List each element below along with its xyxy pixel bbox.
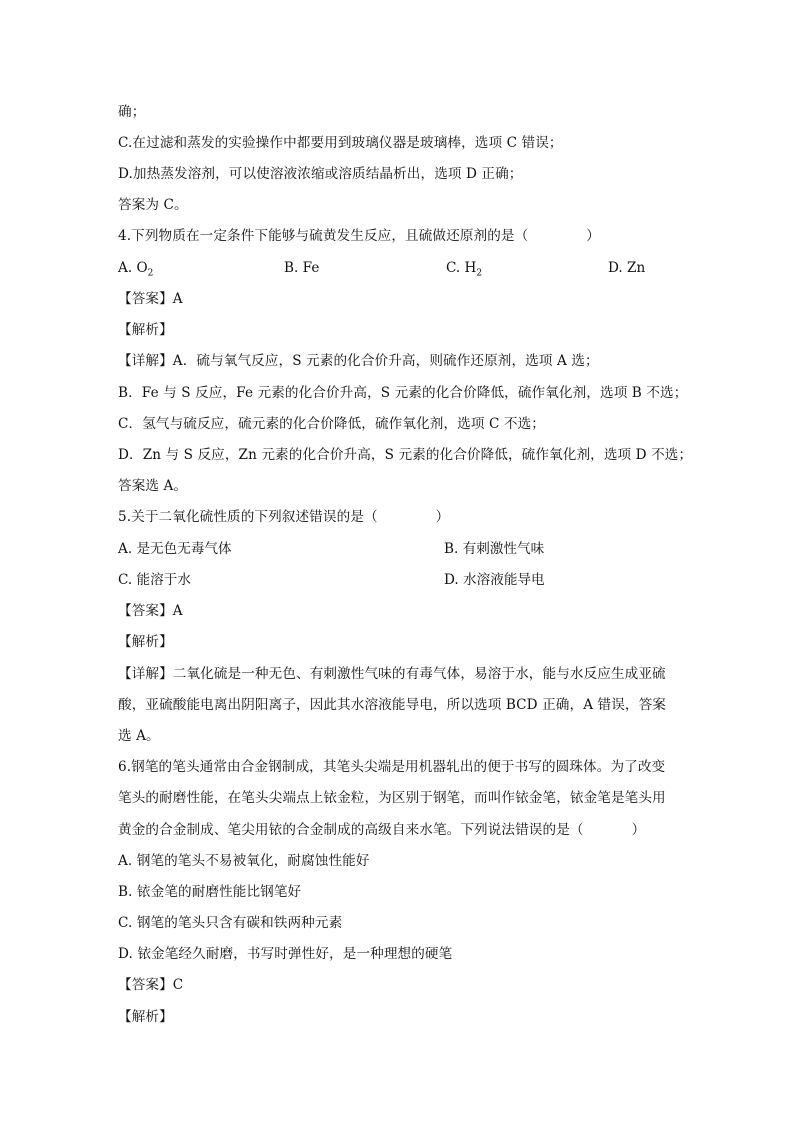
q5-detail-line: 选 A。 [118,728,160,744]
question-6-stem: 笔头的耐磨性能，在笔头尖端点上铱金粒，为区别于钢笔，而叫作铱金笔，铱金笔是笔头用 [118,790,666,806]
q5-detail-line: 酸，亚硫酸能电离出阴阳离子，因此其水溶液能导电，所以选项 BCD 正确，A 错误，答案 [118,697,666,713]
q6-option-a: A. 钢笔的笔头不易被氧化，耐腐蚀性能好 [118,853,370,869]
q4-detail-line: 答案选 A。 [118,478,188,494]
q4-option-b: B. Fe [284,260,320,276]
q4-detail-line: C．氢气与硫反应，硫元素的化合价降低，硫作氧化剂，选项 C 不选； [118,416,545,432]
q6-option-b: B. 铱金笔的耐磨性能比钢笔好 [118,884,302,900]
q5-detail-line: 【详解】二氧化硫是一种无色、有刺激性气味的有毒气体，易溶于水，能与水反应生成亚硫 [118,666,666,682]
question-4-stem: 4.下列物质在一定条件下能够与硫黄发生反应，且硫做还原剂的是（ ） [118,228,600,244]
q4-detail-line: B．Fe 与 S 反应，Fe 元素的化合价升高，S 元素的化合价降低，硫作氧化剂，选项 B 不选； [118,385,688,401]
q6-answer: 【答案】C [118,977,184,993]
text-line: 确； [118,104,146,120]
question-5-stem: 5.关于二氧化硫性质的下列叙述错误的是（ ） [118,509,450,525]
text-line: D.加热蒸发溶剂，可以使溶液浓缩或溶质结晶析出，选项 D 正确； [118,166,523,182]
q5-option-d: D. 水溶液能导电 [444,572,545,588]
q5-option-b: B. 有刺激性气味 [444,541,545,557]
q5-option-c: C. 能溶于水 [118,572,191,588]
text-line: C.在过滤和蒸发的实验操作中都要用到玻璃仪器是玻璃棒，选项 C 错误； [118,135,563,151]
q5-answer: 【答案】A [118,603,183,619]
q6-option-c: C. 钢笔的笔头只含有碳和铁两种元素 [118,915,343,931]
text-line: 答案为 C。 [118,197,188,213]
q4-option-d: D. Zn [608,260,646,276]
q4-analysis-heading: 【解析】 [118,322,173,338]
q5-option-a: A. 是无色无毒气体 [118,541,232,557]
question-6-stem: 6.钢笔的笔头通常由合金钢制成，其笔头尖端是用机器轧出的便于书写的圆珠体。为了改变 [118,759,666,775]
q4-detail-line: 【详解】A．硫与氧气反应，S 元素的化合价升高，则硫作还原剂，选项 A 选； [118,353,599,369]
q6-analysis-heading: 【解析】 [118,1009,173,1025]
q4-option-a: A. $O_2$ [118,260,154,279]
q4-option-c: C. $H_2$ [446,260,483,279]
q6-option-d: D. 铱金笔经久耐磨，书写时弹性好，是一种理想的硬笔 [118,946,453,962]
question-6-stem: 黄金的合金制成、笔尖用铱的合金制成的高级自来水笔。下列说法错误的是（ ） [118,822,646,838]
q5-analysis-heading: 【解析】 [118,634,173,650]
q4-answer: 【答案】A [118,291,183,307]
q4-detail-line: D．Zn 与 S 反应，Zn 元素的化合价升高，S 元素的化合价降低，硫作氧化剂，选项 D 不选； [118,447,693,463]
